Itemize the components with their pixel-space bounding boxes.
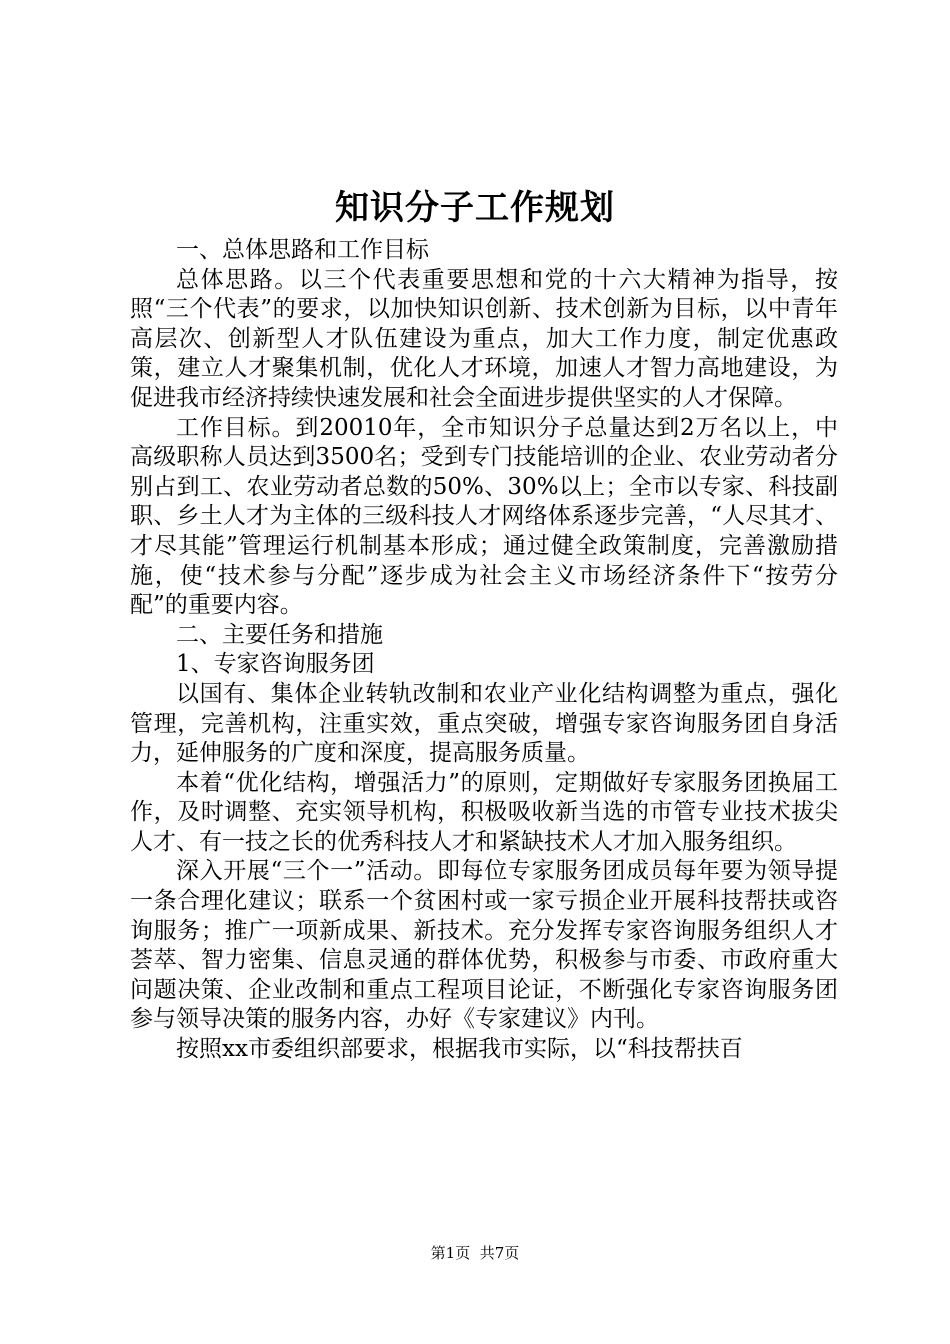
section-heading-1: 一、总体思路和工作目标	[176, 237, 429, 263]
page-footer	[0, 1243, 950, 1263]
paragraph-general-idea: 总体思路。以三个代表重要思想和党的十六大精神为指导，按照“三个代表”的要求，以加快知识创新、技术创新为目标，以中青年高层次、创新型人才队伍建设为重点，加大工作力度，制定优惠政策，建立人才聚集机制，优化人才环境，加速人才智力高地建设，为促进我市经济持续快速发展和社会全面进步提供坚实的人才保障。	[130, 266, 838, 411]
paragraph-focus: 以国有、集体企业转轨改制和农业产业化结构调整为重点，强化管理，完善机构，注重实效，重点突破，增强专家咨询服务团自身活力，延伸服务的广度和深度，提高服务质量。	[130, 680, 838, 767]
paragraph-work-goals: 工作目标。到20010年，全市知识分子总量达到2万名以上，中高级职称人员达到3500名；受到专门技能培训的企业、农业劳动者分别占到工、农业劳动者总数的50%、30%以上；全市以专家、科技副职、乡土人才为主体的三级科技人才网络体系逐步完善，“人尽其才、才尽其能”管理运行机制基本形成；通过健全政策制度，完善激励措施，使“技术参与分配”逐步成为社会主义市场经济条件下“按劳分配”的重要内容。	[130, 414, 838, 619]
paragraph-continued: 按照xx市委组织部要求，根据我市实际，以“科技帮扶百	[176, 1036, 743, 1063]
page-number: 第1页	[430, 1244, 471, 1262]
footer-separator	[470, 1244, 480, 1262]
page-total: 共7页	[479, 1244, 520, 1262]
paragraph-principle: 本着“优化结构，增强活力”的原则，定期做好专家服务团换届工作，及时调整、充实领导机构，积极吸收新当选的市管专业技术拔尖人才、有一技之长的优秀科技人才和紧缺技术人才加入服务组织。	[130, 769, 838, 855]
paragraph-three-ones: 深入开展“三个一”活动。即每位专家服务团成员每年要为领导提一条合理化建议；联系一个贫困村或一家亏损企业开展科技帮扶或咨询服务；推广一项新成果、新技术。充分发挥专家咨询服务组织人才荟萃、智力密集、信息灵通的群体优势，积极参与市委、市政府重大问题决策、企业改制和重点工程项目论证，不断强化专家咨询服务团参与领导决策的服务内容，办好《专家建议》内刊。	[130, 858, 838, 1033]
section-heading-2: 二、主要任务和措施	[176, 621, 383, 648]
document-title: 知识分子工作规划	[335, 188, 615, 228]
subsection-heading-1: 1、专家咨询服务团	[176, 651, 375, 678]
document-body	[130, 236, 838, 1065]
